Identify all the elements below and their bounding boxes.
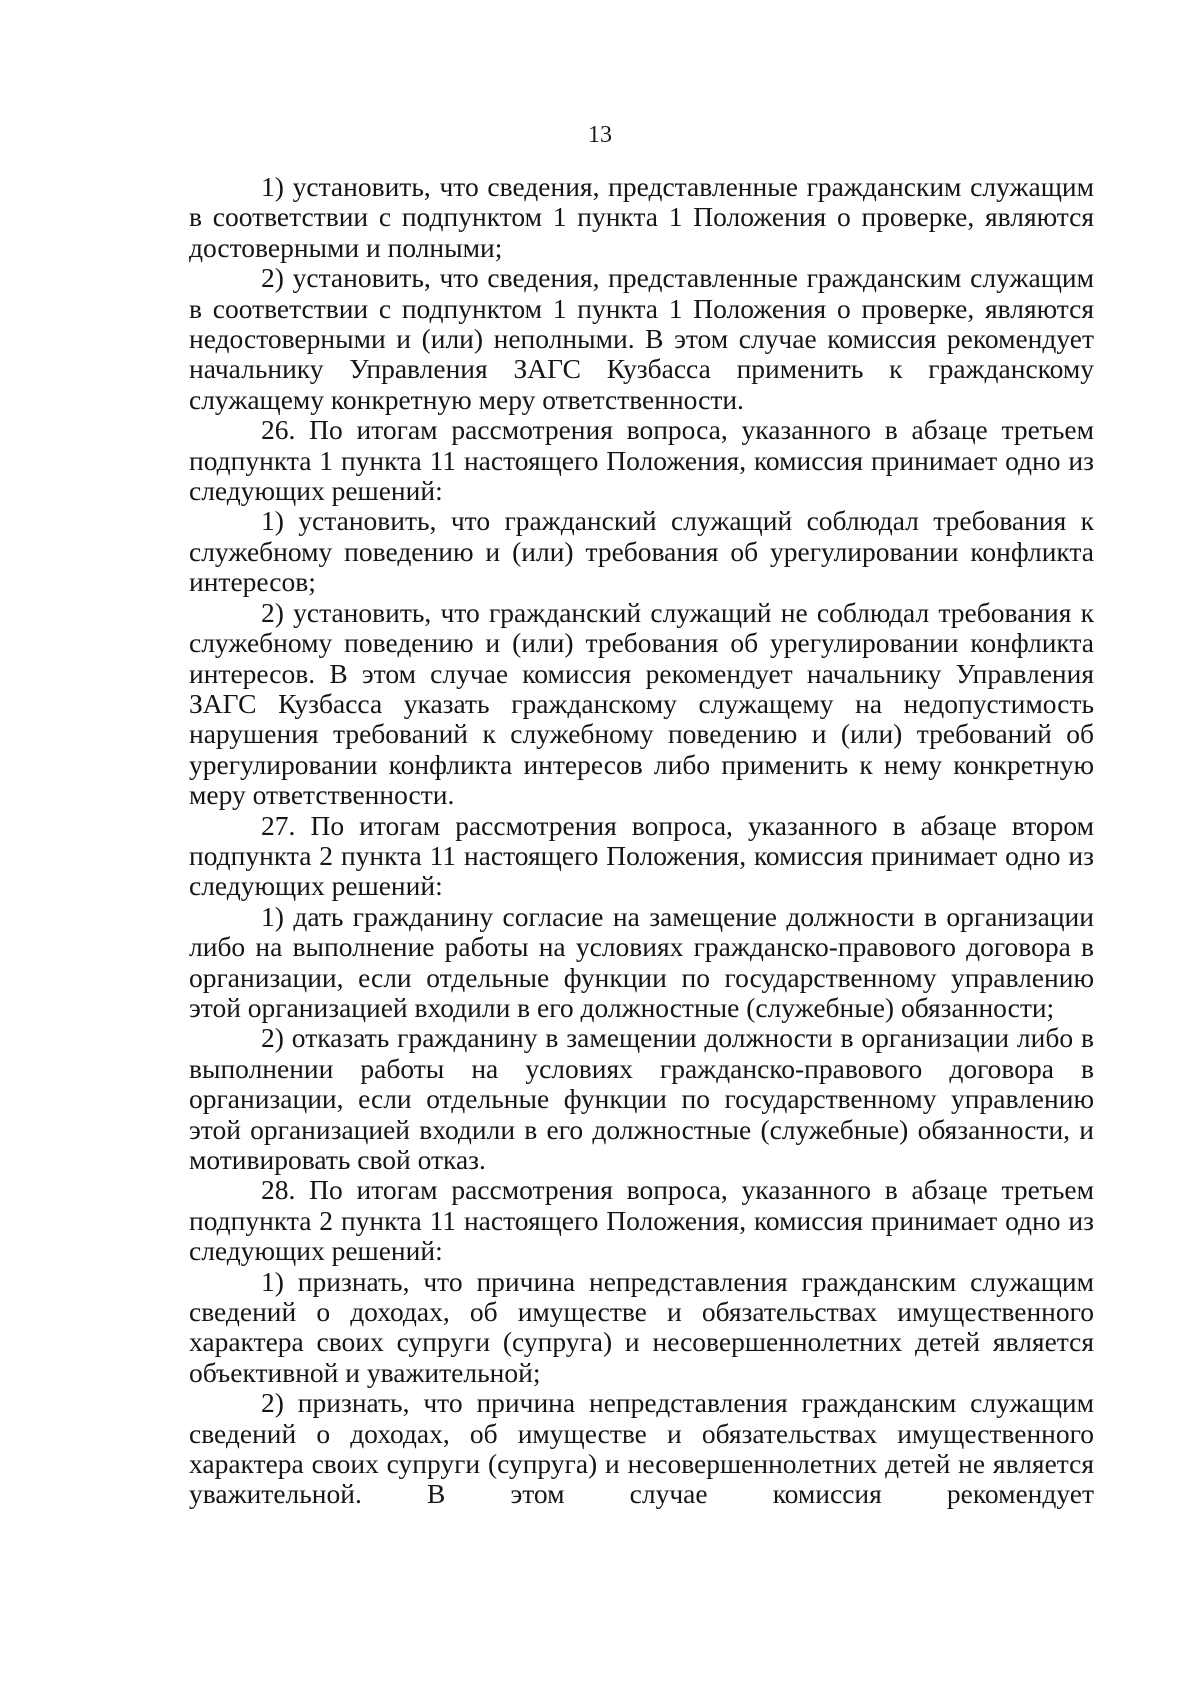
paragraph-28-1: 1) признать, что причина непредставления гражданским служащим сведений о доходах, об имуществе и обязательствах имущественного характера своих супруги (супруга) и несовершеннолетних детей является объективной и уважительной; xyxy=(189,1265,1094,1388)
paragraph-27-1: 1) дать гражданину согласие на замещение должности в организации либо на выполнение работы на условиях гражданско-правового договора в организации, если отдельные функции по государственному управлению этой организацией входили в его должностные (служебные) обязанности; xyxy=(189,900,1094,1023)
paragraph-26-1: 1) установить, что гражданский служащий соблюдал требования к служебному поведению и (или) требования об урегулировании конфликта интересов; xyxy=(189,505,1094,598)
paragraph-26-2: 2) установить, что гражданский служащий не соблюдал требования к служебному поведению и (или) требования об урегулировании конфликта интересов. В этом случае комиссия рекомендует начальнику Управления ЗАГС Кузбасса указать гражданскому служащему на недопустимость нарушения требований к служебному поведению и (или) требований об урегулировании конфликта интересов либо применить к нему конкретную меру ответственности. xyxy=(189,596,1094,811)
document-body xyxy=(189,172,1094,1510)
paragraph-25-1: 1) установить, что сведения, представленные гражданским служащим в соответствии с подпунктом 1 пункта 1 Положения о проверке, являются достоверными и полными; xyxy=(189,171,1094,263)
page-number: 13 xyxy=(588,122,612,148)
paragraph-27: 27. По итогам рассмотрения вопроса, указанного в абзаце втором подпункта 2 пункта 11 настоящего Положения, комиссия принимает одно из следующих решений: xyxy=(189,809,1094,902)
paragraph-27-2: 2) отказать гражданину в замещении должности в организации либо в выполнении работы на условиях гражданско-правового договора в организации, если отдельные функции по государственному управлению этой организацией входили в его должностные (служебные) обязанности, и мотивировать свой отказ. xyxy=(189,1022,1094,1175)
paragraph-28: 28. По итогам рассмотрения вопроса, указанного в абзаце третьем подпункта 2 пункта 11 настоящего Положения, комиссия принимает одно из следующих решений: xyxy=(189,1174,1094,1267)
paragraph-25-2: 2) установить, что сведения, представленные гражданским служащим в соответствии с подпунктом 1 пункта 1 Положения о проверке, являются недостоверными и (или) неполными. В этом случае комиссия рекомендует начальнику Управления ЗАГС Кузбасса применить к гражданскому служащему конкретную меру ответственности. xyxy=(189,262,1094,415)
paragraph-26: 26. По итогам рассмотрения вопроса, указанного в абзаце третьем подпункта 1 пункта 11 настоящего Положения, комиссия принимает одно из следующих решений: xyxy=(189,414,1094,507)
paragraph-28-2: 2) признать, что причина непредставления гражданским служащим сведений о доходах, об имуществе и обязательствах имущественного характера своих супруги (супруга) и несовершеннолетних детей не является уважительной. В этом случае комиссия рекомендует xyxy=(189,1387,1094,1510)
